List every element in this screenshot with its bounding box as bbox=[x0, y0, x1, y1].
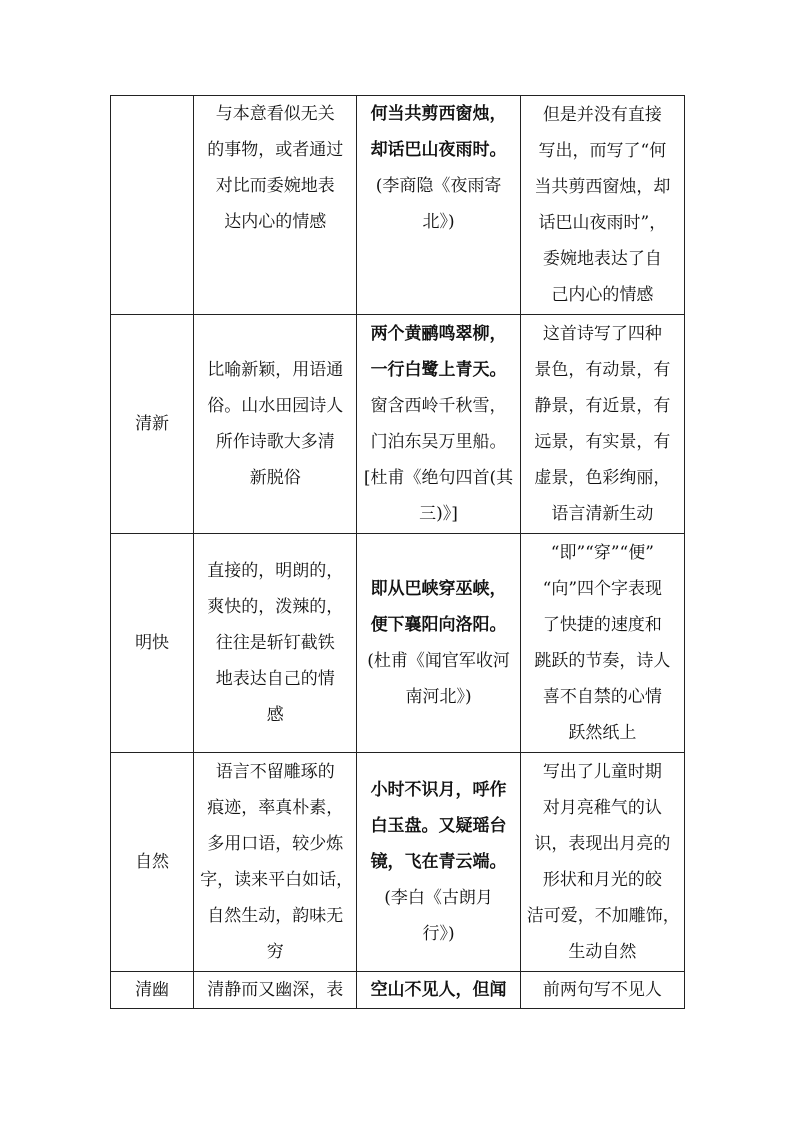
table-row bbox=[111, 753, 685, 972]
analysis-line: 了快捷的速度和 bbox=[542, 615, 662, 635]
analysis-line: 委婉地表达了自 bbox=[542, 249, 662, 269]
analysis-cell bbox=[520, 534, 684, 753]
analysis-line: “向”四个字表现 bbox=[542, 579, 663, 599]
example-line: 一行白鹭上青天。 bbox=[370, 360, 507, 380]
analysis-line: 语言清新生动 bbox=[551, 504, 654, 524]
definition-cell bbox=[194, 315, 357, 534]
poetry-style-table bbox=[110, 95, 685, 1009]
style-cell bbox=[111, 972, 194, 1009]
example-line: 空山不见人，但闻 bbox=[370, 980, 507, 1000]
table-row bbox=[111, 534, 685, 753]
table-row bbox=[111, 315, 685, 534]
analysis-line: 这首诗写了四种 bbox=[542, 324, 662, 344]
analysis-line: 跳跃的节奏，诗人 bbox=[534, 651, 671, 671]
example-cell bbox=[357, 972, 520, 1009]
example-line: 门泊东吴万里船。 bbox=[370, 432, 507, 452]
analysis-line: 己内心的情感 bbox=[551, 285, 654, 305]
source-line: 南河北》) bbox=[405, 687, 472, 707]
analysis-cell bbox=[520, 753, 684, 972]
style-name: 清新 bbox=[135, 414, 170, 434]
definition-line: 语言不留雕琢的 bbox=[215, 762, 335, 782]
definition-line: 自然生动，韵味无 bbox=[207, 906, 344, 926]
definition-cell bbox=[194, 96, 357, 315]
source-line: 三)》] bbox=[419, 504, 458, 524]
source-line: (杜甫《闻官军收河 bbox=[367, 651, 510, 671]
example-line: 何当共剪西窗烛， bbox=[370, 104, 507, 124]
analysis-line: “即”“穿”“便” bbox=[550, 543, 654, 563]
analysis-line: 景色，有动景，有 bbox=[534, 360, 671, 380]
analysis-line: 写出了儿童时期 bbox=[542, 762, 662, 782]
example-line: 窗含西岭千秋雪， bbox=[370, 396, 507, 416]
analysis-line: 跃然纸上 bbox=[568, 723, 637, 743]
definition-cell bbox=[194, 753, 357, 972]
example-cell bbox=[357, 96, 520, 315]
analysis-line: 识，表现出月亮的 bbox=[534, 834, 671, 854]
style-cell bbox=[111, 96, 194, 315]
definition-line: 比喻新颖，用语通 bbox=[207, 360, 344, 380]
table-row bbox=[111, 972, 685, 1009]
example-line: 镜，飞在青云端。 bbox=[370, 852, 507, 872]
example-line: 白玉盘。又疑瑶台 bbox=[370, 816, 507, 836]
style-cell bbox=[111, 753, 194, 972]
style-name: 清幽 bbox=[135, 980, 170, 1000]
definition-line: 所作诗歌大多清 bbox=[215, 432, 335, 452]
source-line: (李白《古朗月 bbox=[384, 888, 493, 908]
definition-line: 达内心的情感 bbox=[224, 212, 327, 232]
analysis-line: 静景，有近景，有 bbox=[534, 396, 671, 416]
definition-line: 痕迹，率真朴素， bbox=[207, 798, 344, 818]
definition-line: 感 bbox=[266, 705, 284, 725]
analysis-line: 对月亮稚气的认 bbox=[542, 798, 662, 818]
definition-line: 穷 bbox=[266, 942, 284, 962]
analysis-line: 远景，有实景，有 bbox=[534, 432, 671, 452]
example-line: 两个黄鹂鸣翠柳， bbox=[370, 324, 507, 344]
style-name: 自然 bbox=[135, 852, 170, 872]
definition-line: 多用口语，较少炼 bbox=[207, 834, 344, 854]
source-line: (李商隐《夜雨寄 bbox=[375, 176, 502, 196]
analysis-cell bbox=[520, 96, 684, 315]
analysis-line: 虚景，色彩绚丽， bbox=[534, 468, 671, 488]
example-cell bbox=[357, 753, 520, 972]
definition-line: 字，读来平白如话， bbox=[200, 870, 354, 890]
style-name: 明快 bbox=[135, 633, 170, 653]
source-line: 北》) bbox=[422, 212, 455, 232]
definition-line: 新脱俗 bbox=[249, 468, 301, 488]
definition-line: 往往是斩钉截铁 bbox=[215, 633, 335, 653]
definition-line: 直接的，明朗的， bbox=[207, 561, 344, 581]
definition-line: 地表达自己的情 bbox=[215, 669, 335, 689]
source-line: 行》) bbox=[422, 924, 455, 944]
analysis-line: 形状和月光的皎 bbox=[542, 870, 662, 890]
definition-line: 俗。山水田园诗人 bbox=[207, 396, 344, 416]
style-cell bbox=[111, 315, 194, 534]
definition-line: 清静而又幽深，表 bbox=[207, 980, 344, 1000]
example-cell bbox=[357, 534, 520, 753]
table-row bbox=[111, 96, 685, 315]
analysis-line: 当共剪西窗烛，却 bbox=[534, 177, 671, 197]
analysis-line: 生动自然 bbox=[568, 942, 637, 962]
example-line: 却话巴山夜雨时。 bbox=[370, 140, 507, 160]
analysis-cell bbox=[520, 315, 684, 534]
analysis-line: 喜不自禁的心情 bbox=[542, 687, 662, 707]
analysis-line: 前两句写不见人 bbox=[542, 980, 662, 1000]
style-cell bbox=[111, 534, 194, 753]
analysis-line: 写出，而写了“何 bbox=[538, 141, 667, 161]
example-line: 即从巴峡穿巫峡， bbox=[370, 579, 507, 599]
definition-cell bbox=[194, 534, 357, 753]
definition-line: 的事物，或者通过 bbox=[207, 140, 344, 160]
definition-line: 爽快的，泼辣的， bbox=[207, 597, 344, 617]
example-line: 便下襄阳向洛阳。 bbox=[370, 615, 507, 635]
definition-cell bbox=[194, 972, 357, 1009]
analysis-line: 但是并没有直接 bbox=[542, 105, 662, 125]
analysis-cell bbox=[520, 972, 684, 1009]
analysis-line: 话巴山夜雨时”， bbox=[538, 213, 667, 233]
analysis-line: 洁可爱，不加雕饰， bbox=[526, 906, 680, 926]
source-line: [杜甫《绝句四首(其 bbox=[363, 468, 514, 488]
definition-line: 与本意看似无关 bbox=[215, 104, 335, 124]
example-cell bbox=[357, 315, 520, 534]
example-line: 小时不识月，呼作 bbox=[370, 780, 507, 800]
definition-line: 对比而委婉地表 bbox=[215, 176, 335, 196]
